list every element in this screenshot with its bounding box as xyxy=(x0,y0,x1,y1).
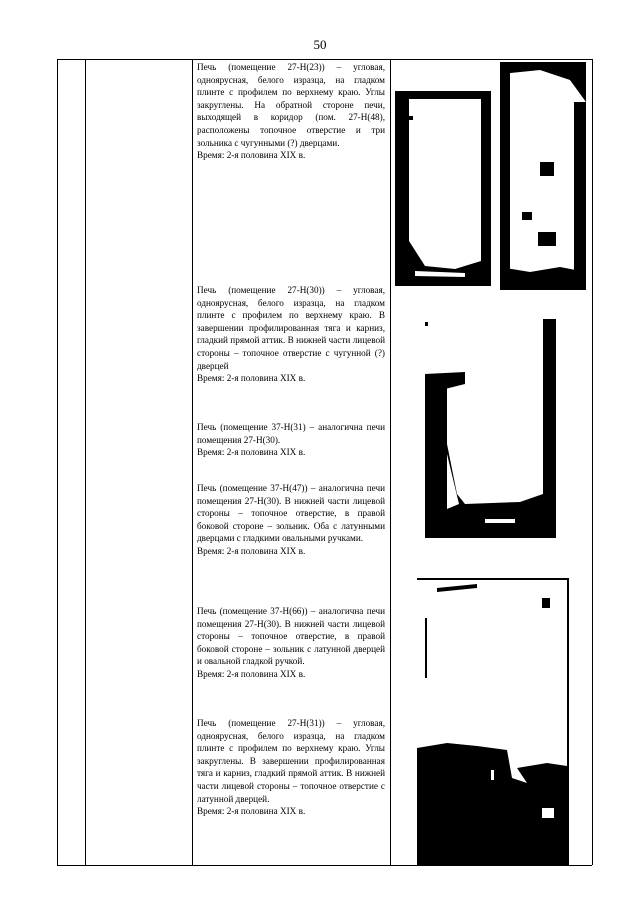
stove-entry xyxy=(197,421,385,459)
table-column-border xyxy=(85,59,86,865)
stove-dating: Время: 2-я половина XIX в. xyxy=(197,545,306,556)
stove-description: Печь (помещение 37-Н(31) – аналогична печи помещения 27-Н(30). xyxy=(197,422,385,445)
stove-entry xyxy=(197,717,385,818)
page-number: 50 xyxy=(313,37,327,52)
stove-entry xyxy=(197,61,385,162)
stove-entry xyxy=(197,284,385,385)
table-top-border xyxy=(57,59,592,60)
stove-entry xyxy=(197,482,385,558)
stove-dating: Время: 2-я половина XIX в. xyxy=(197,373,306,384)
stove-dating: Время: 2-я половина XIX в. xyxy=(197,806,306,817)
table-column-border xyxy=(390,59,391,865)
stove-description: Печь (помещение 27-Н(30)) – угловая, одноярусная, белого изразца, на гладком плинте с профилем по верхнему краю. В завершении профилированная тяга и карниз, гладкий прямой аттик. В нижней части лицевой стороны – топочное отверстие с чугунной (?) дверцей xyxy=(197,285,385,371)
table-column-border xyxy=(592,59,593,865)
stove-description: Печь (помещение 27-Н(23)) – угловая, одноярусная, белого изразца, на гладком плинте с профилем по верхнему краю. Углы закруглены. На обратной стороне печи, выходящей в коридор (пом. 27-Н(48), расположены топочное отверстие и три зольника с чугунными (?) дверцами. xyxy=(197,62,385,148)
stove-description: Печь (помещение 37-Н(66)) – аналогична печи помещения 27-Н(30). В нижней части лицевой стороны – топочное отверстие, в правой боковой стороне – зольник с латунной дверцей и овальной гладкой ручкой. xyxy=(197,606,385,667)
stove-description: Печь (помещение 27-Н(31)) – угловая, одноярусная, белого изразца, на гладком плинте с профилем по верхнему краю. Углы закруглены. В завершении профилированная тяга и карниз, гладкий прямой аттик. В нижней части лицевой стороны – топочное отверстие с латунной дверцей. xyxy=(197,718,385,804)
table-column-border xyxy=(57,59,58,865)
stove-photo xyxy=(395,91,491,286)
stove-entry xyxy=(197,605,385,681)
stove-dating: Время: 2-я половина XIX в. xyxy=(197,447,306,458)
stove-description: Печь (помещение 37-Н(47)) – аналогична печи помещения 27-Н(30). В нижней части лицевой стороны – топочное отверстие, в правой боковой стороне – зольник. Оба с латунными дверцами с гладкими овальными ручками. xyxy=(197,483,385,544)
stove-dating: Время: 2-я половина XIX в. xyxy=(197,668,306,679)
stove-photo xyxy=(500,62,586,290)
table-bottom-border xyxy=(57,865,592,866)
table-column-border xyxy=(192,59,193,865)
stove-dating: Время: 2-я половина XIX в. xyxy=(197,150,306,161)
stove-photo xyxy=(417,578,569,865)
stove-photo xyxy=(425,304,556,538)
